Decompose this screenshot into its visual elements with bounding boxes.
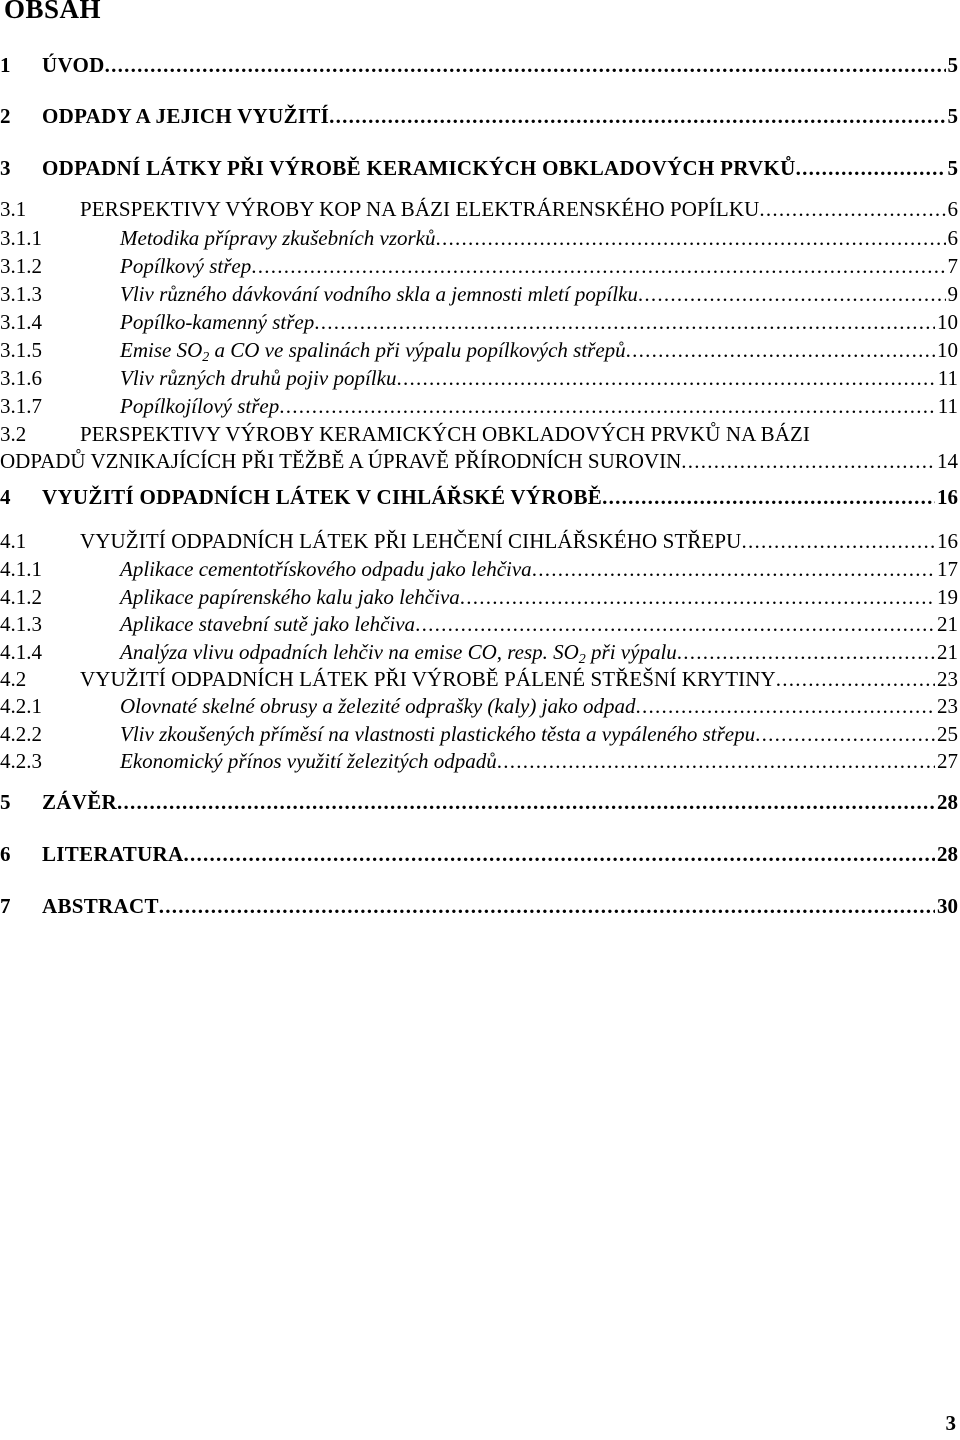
title-text: PERSPEKTIVY VÝROBY KOP NA BÁZI ELEKTRÁRENSKÉHO POPÍLKU [80, 197, 760, 221]
toc-entry-page: 6 [947, 226, 958, 250]
dot-leader [314, 309, 935, 335]
toc-entry-title [80, 196, 759, 222]
toc-entry-4[interactable] [0, 484, 958, 510]
toc-entry-page: 19 [937, 585, 958, 609]
toc-entry-page: 5 [947, 156, 958, 180]
dot-leader [396, 365, 935, 391]
title-text: PERSPEKTIVY VÝROBY KERAMICKÝCH OBKLADOVÝCH PRVKŮ NA BÁZI [80, 422, 811, 446]
toc-entry-number: 3.1 [0, 197, 27, 221]
toc-entry-number: 3.1.7 [0, 394, 42, 418]
toc-entry-number: 3.1.4 [0, 310, 42, 334]
title-text: při výpalu [585, 640, 677, 664]
toc-entry-4-1-2[interactable] [0, 584, 958, 610]
title-text: a CO ve spalinách při výpalu popílkových střepů [209, 338, 626, 362]
toc-entry-title [120, 748, 497, 774]
toc-entry-page: 28 [937, 842, 958, 866]
toc-entry-number: 4.1.3 [0, 612, 42, 636]
toc-entry-title [120, 393, 279, 419]
toc-entry-page: 16 [937, 529, 958, 553]
toc-entry-number: 2 [0, 104, 11, 128]
dot-leader [755, 721, 935, 747]
toc-entry-3-1-6[interactable] [0, 365, 958, 391]
toc-entry-page: 21 [937, 640, 958, 664]
toc-entry-title [120, 611, 415, 637]
toc-entry-3-1-4[interactable] [0, 309, 958, 335]
title-text: ODPADŮ VZNIKAJÍCÍCH PŘI TĚŽBĚ A ÚPRAVĚ PŘÍRODNÍCH SUROVIN [0, 449, 682, 473]
title-text: ODPADY A JEJICH VYUŽITÍ [42, 104, 330, 128]
toc-entry-page: 21 [937, 612, 958, 636]
toc-entry-4-1-4[interactable] [0, 639, 958, 665]
toc-entry-page: 5 [947, 104, 958, 128]
toc-entry-title [80, 666, 776, 692]
toc-entry-4-2-2[interactable] [0, 721, 958, 747]
toc-entry-continuation[interactable] [0, 448, 958, 474]
title-text: Analýza vlivu odpadních lehčiv na emise CO, resp. SO [120, 640, 579, 664]
toc-entry-number: 6 [0, 842, 11, 866]
toc-entry-page: 16 [937, 485, 958, 509]
toc-entry-page: 7 [947, 254, 958, 278]
toc-entry-3-1[interactable] [0, 196, 958, 222]
dot-leader [602, 484, 935, 510]
toc-entry-title [42, 893, 159, 919]
title-text: Vliv různého dávkování vodního skla a jemnosti mletí popílku [120, 282, 638, 306]
toc-entry-number: 4.2 [0, 667, 27, 691]
toc-entry-1[interactable] [0, 52, 958, 78]
toc-entry-page: 11 [937, 366, 958, 390]
toc-entry-title [120, 225, 436, 251]
toc-entry-number: 4.1.2 [0, 585, 42, 609]
title-text: LITERATURA [42, 842, 184, 866]
toc-entry-title [42, 52, 105, 78]
toc-entry-title [80, 528, 741, 554]
title-text: Emise SO [120, 338, 203, 362]
dot-leader [497, 748, 935, 774]
toc-entry-number: 4.1.1 [0, 557, 42, 581]
title-text: Popílkojílový střep [120, 394, 280, 418]
toc-entry-page: 10 [937, 338, 958, 362]
toc-entry-number: 3.1.2 [0, 254, 42, 278]
toc-entry-number: 3.1.3 [0, 282, 42, 306]
toc-entry-number: 3.1.5 [0, 338, 42, 362]
title-text: Vliv různých druhů pojiv popílku [120, 366, 397, 390]
toc-entry-title [120, 253, 251, 279]
dot-leader [796, 155, 946, 181]
toc-entry-title-continued [0, 448, 681, 474]
toc-entry-number: 3 [0, 156, 11, 180]
toc-entry-number: 3.2 [0, 422, 27, 446]
dot-leader [638, 281, 946, 307]
toc-entry-page: 30 [937, 894, 958, 918]
title-text: Aplikace stavební sutě jako lehčiva [120, 612, 416, 636]
title-text: ÚVOD [42, 53, 105, 77]
toc-entry-title [120, 693, 636, 719]
toc-heading: OBSAH [4, 0, 102, 24]
toc-entry-4-1-1[interactable] [0, 556, 958, 582]
toc-entry-number: 4.2.2 [0, 722, 42, 746]
dot-leader [636, 693, 935, 719]
title-text: VYUŽITÍ ODPADNÍCH LÁTEK PŘI VÝROBĚ PÁLENÉ STŘEŠNÍ KRYTINY [80, 667, 776, 691]
toc-entry-number: 7 [0, 894, 11, 918]
title-text: VYUŽITÍ ODPADNÍCH LÁTEK PŘI LEHČENÍ CIHLÁŘSKÉHO STŘEPU [80, 529, 742, 553]
subscript-text: 2 [202, 350, 210, 365]
dot-leader [105, 52, 946, 78]
toc-entry-5[interactable] [0, 789, 958, 815]
toc-entry-number: 5 [0, 790, 11, 814]
dot-leader [117, 789, 935, 815]
toc-entry-3[interactable] [0, 155, 958, 181]
toc-entry-page: 27 [937, 749, 958, 773]
toc-entry-number: 4.1.4 [0, 640, 42, 664]
toc-entry-4-1[interactable] [0, 528, 958, 554]
title-text: Popílko-kamenný střep [120, 310, 315, 334]
toc-entry-page: 14 [937, 449, 958, 473]
toc-entry-number: 4.2.1 [0, 694, 42, 718]
toc-entry-title [42, 789, 117, 815]
dot-leader [776, 666, 935, 692]
title-text: Popílkový střep [120, 254, 252, 278]
toc-entry-number: 4.2.3 [0, 749, 42, 773]
toc-entry-page: 6 [947, 197, 958, 221]
toc-entry-page: 11 [937, 394, 958, 418]
toc-entry-page: 17 [937, 557, 958, 581]
toc-entry-page: 5 [947, 53, 958, 77]
toc-entry-number: 3.1.6 [0, 366, 42, 390]
toc-entry-title [120, 639, 677, 665]
toc-entry-3-1-5[interactable] [0, 337, 958, 363]
toc-entry-title [42, 484, 602, 510]
dot-leader [741, 528, 935, 554]
toc-entry-title [42, 155, 796, 181]
toc-entry-page: 10 [937, 310, 958, 334]
dot-leader [532, 556, 935, 582]
dot-leader [279, 393, 936, 419]
toc-entry-page: 23 [937, 694, 958, 718]
dot-leader [159, 893, 935, 919]
toc-entry-number: 3.1.1 [0, 226, 42, 250]
dot-leader [251, 253, 945, 279]
dot-leader [677, 639, 935, 665]
toc-entry-title [120, 721, 755, 747]
title-text: Aplikace cementotřískového odpadu jako lehčiva [120, 557, 532, 581]
page-number: 3 [945, 1411, 956, 1435]
toc-entry-7[interactable] [0, 893, 958, 919]
toc-entry-title [80, 421, 810, 447]
toc-entry-4-2-3[interactable] [0, 748, 958, 774]
dot-leader [460, 584, 935, 610]
dot-leader [681, 448, 935, 474]
toc-entry-4-2[interactable] [0, 666, 958, 692]
toc-entry-number: 1 [0, 53, 11, 77]
dot-leader [436, 225, 946, 251]
title-text: Aplikace papírenského kalu jako lehčiva [120, 585, 460, 609]
dot-leader [626, 337, 935, 363]
toc-entry-title [120, 584, 460, 610]
toc-entry-title [120, 556, 532, 582]
toc-entry-title [120, 309, 314, 335]
toc-entry-page: 23 [937, 667, 958, 691]
toc-entry-4-1-3[interactable] [0, 611, 958, 637]
title-text: Olovnaté skelné obrusy a železité odprašky (kaly) jako odpad [120, 694, 636, 718]
title-text: ABSTRACT [42, 894, 159, 918]
toc-entry-page: 28 [937, 790, 958, 814]
dot-leader [415, 611, 935, 637]
title-text: ZÁVĚR [42, 790, 118, 814]
title-text: VYUŽITÍ ODPADNÍCH LÁTEK V CIHLÁŘSKÉ VÝROBĚ [42, 485, 603, 509]
toc-entry-title [42, 103, 329, 129]
toc-entry-page: 25 [937, 722, 958, 746]
toc-entry-3-1-2[interactable] [0, 253, 958, 279]
toc-entry-page: 9 [947, 282, 958, 306]
toc-entry-title [120, 365, 396, 391]
toc-entry-3-1-7[interactable] [0, 393, 958, 419]
toc-entry-4-2-1[interactable] [0, 693, 958, 719]
toc-entry-6[interactable] [0, 841, 958, 867]
toc-entry-2[interactable] [0, 103, 958, 129]
title-text: ODPADNÍ LÁTKY PŘI VÝROBĚ KERAMICKÝCH OBKLADOVÝCH PRVKŮ [42, 156, 796, 180]
toc-entry-title [42, 841, 183, 867]
toc-entry-3-1-3[interactable] [0, 281, 958, 307]
toc-entry-number: 4.1 [0, 529, 27, 553]
title-text: Ekonomický přínos využití železitých odpadů [120, 749, 497, 773]
toc-entry-title [120, 337, 626, 363]
toc-entry-3-2[interactable] [0, 421, 958, 447]
title-text: Vliv zkoušených příměsí na vlastnosti plastického těsta a vypáleného střepu [120, 722, 756, 746]
toc-entry-number: 4 [0, 485, 11, 509]
dot-leader [759, 196, 945, 222]
toc-entry-3-1-1[interactable] [0, 225, 958, 251]
dot-leader [329, 103, 945, 129]
title-text: Metodika přípravy zkušebních vzorků [120, 226, 436, 250]
toc-entry-title [120, 281, 638, 307]
dot-leader [183, 841, 935, 867]
subscript-text: 2 [578, 652, 586, 667]
